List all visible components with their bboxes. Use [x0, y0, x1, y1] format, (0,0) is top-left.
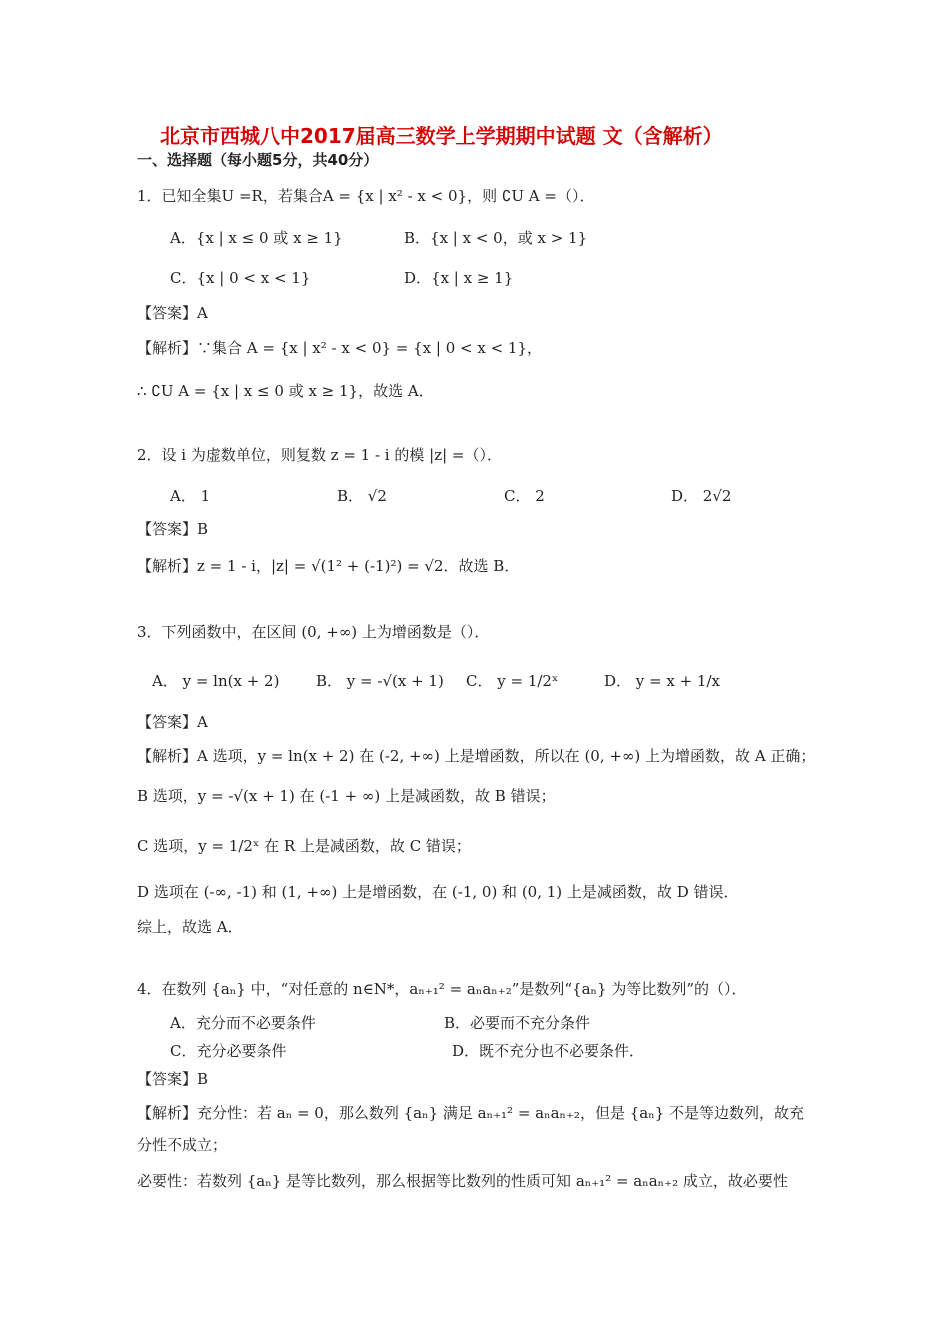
page-title: 北京市西城八中2017届高三数学上学期期中试题 文（含解析） — [160, 124, 723, 148]
q4-stem: 4．在数列 {aₙ} 中，“对任意的 n∈N*，aₙ₊₁² = aₙaₙ₊₂”是数列“{aₙ} 为等比数列”的（）． — [137, 980, 747, 998]
section-heading: 一、选择题（每小题5分，共40分） — [137, 151, 379, 169]
q4-explanation-line1: 【解析】充分性：若 aₙ = 0，那么数列 {aₙ} 满足 aₙ₊₁² = aₙaₙ₊₂，但是 {aₙ} 不是等边数列，故充 — [137, 1104, 805, 1122]
q3-stem: 3．下列函数中，在区间 (0, +∞) 上为增函数是（）． — [137, 623, 490, 641]
q2-option-c: C． 2 — [504, 487, 545, 505]
q3-explanation-line2: B 选项，y = -√(x + 1) 在 (-1 + ∞) 上是减函数，故 B 错误； — [137, 787, 556, 805]
q3-option-d: D． y = x + 1/x — [604, 672, 720, 690]
q1-explanation-line2: ∴ ∁U A = {x | x ≤ 0 或 x ≥ 1}，故选 A． — [137, 382, 434, 400]
q4-option-c: C．充分必要条件 — [170, 1042, 287, 1060]
q3-explanation-line3: C 选项，y = 1/2ˣ 在 R 上是减函数，故 C 错误； — [137, 837, 471, 855]
q4-option-a: A．充分而不必要条件 — [170, 1014, 316, 1032]
q3-option-c: C． y = 1/2ˣ — [466, 672, 559, 690]
q1-option-a: A．{x | x ≤ 0 或 x ≥ 1} — [170, 229, 343, 247]
q3-answer: 【答案】A — [137, 713, 208, 731]
q3-option-a: A． y = ln(x + 2) — [152, 672, 280, 690]
q2-explanation: 【解析】z = 1 - i，|z| = √(1² + (-1)²) = √2．故选 B． — [137, 557, 520, 575]
q4-option-d: D．既不充分也不必要条件． — [452, 1042, 645, 1060]
q1-option-d: D．{x | x ≥ 1} — [404, 269, 514, 287]
q4-answer: 【答案】B — [137, 1070, 209, 1088]
q1-option-c: C．{x | 0 < x < 1} — [170, 269, 311, 287]
q3-option-b: B． y = -√(x + 1) — [316, 672, 444, 690]
q2-stem: 2．设 i 为虚数单位，则复数 z = 1 - i 的模 |z| =（）． — [137, 446, 502, 464]
q2-option-a: A． 1 — [170, 487, 211, 505]
q1-answer: 【答案】A — [137, 304, 208, 322]
q4-option-b: B．必要而不充分条件 — [444, 1014, 591, 1032]
q3-explanation-line4: D 选项在 (-∞, -1) 和 (1, +∞) 上是增函数，在 (-1, 0) 和 (0, 1) 上是减函数，故 D 错误． — [137, 883, 739, 901]
q4-explanation-line3: 必要性：若数列 {aₙ} 是等比数列，那么根据等比数列的性质可知 aₙ₊₁² = aₙaₙ₊₂ 成立，故必要性 — [137, 1172, 788, 1190]
q4-explanation-line2: 分性不成立； — [137, 1136, 228, 1154]
q1-explanation-line1: 【解析】∵集合 A = {x | x² - x < 0} = {x | 0 < x < 1}， — [137, 339, 543, 357]
q1-option-b: B．{x | x < 0，或 x > 1} — [404, 229, 588, 247]
q2-answer: 【答案】B — [137, 520, 209, 538]
q3-explanation-line5: 综上，故选 A． — [137, 918, 243, 936]
q2-option-d: D． 2√2 — [671, 487, 732, 505]
q1-stem: 1．已知全集U =R，若集合A = {x | x² - x < 0}，则 ∁U A =（）． — [137, 187, 595, 205]
q3-explanation-line1: 【解析】A 选项，y = ln(x + 2) 在 (-2, +∞) 上是增函数，所以在 (0, +∞) 上为增函数，故 A 正确； — [137, 747, 816, 765]
q2-option-b: B． √2 — [337, 487, 387, 505]
